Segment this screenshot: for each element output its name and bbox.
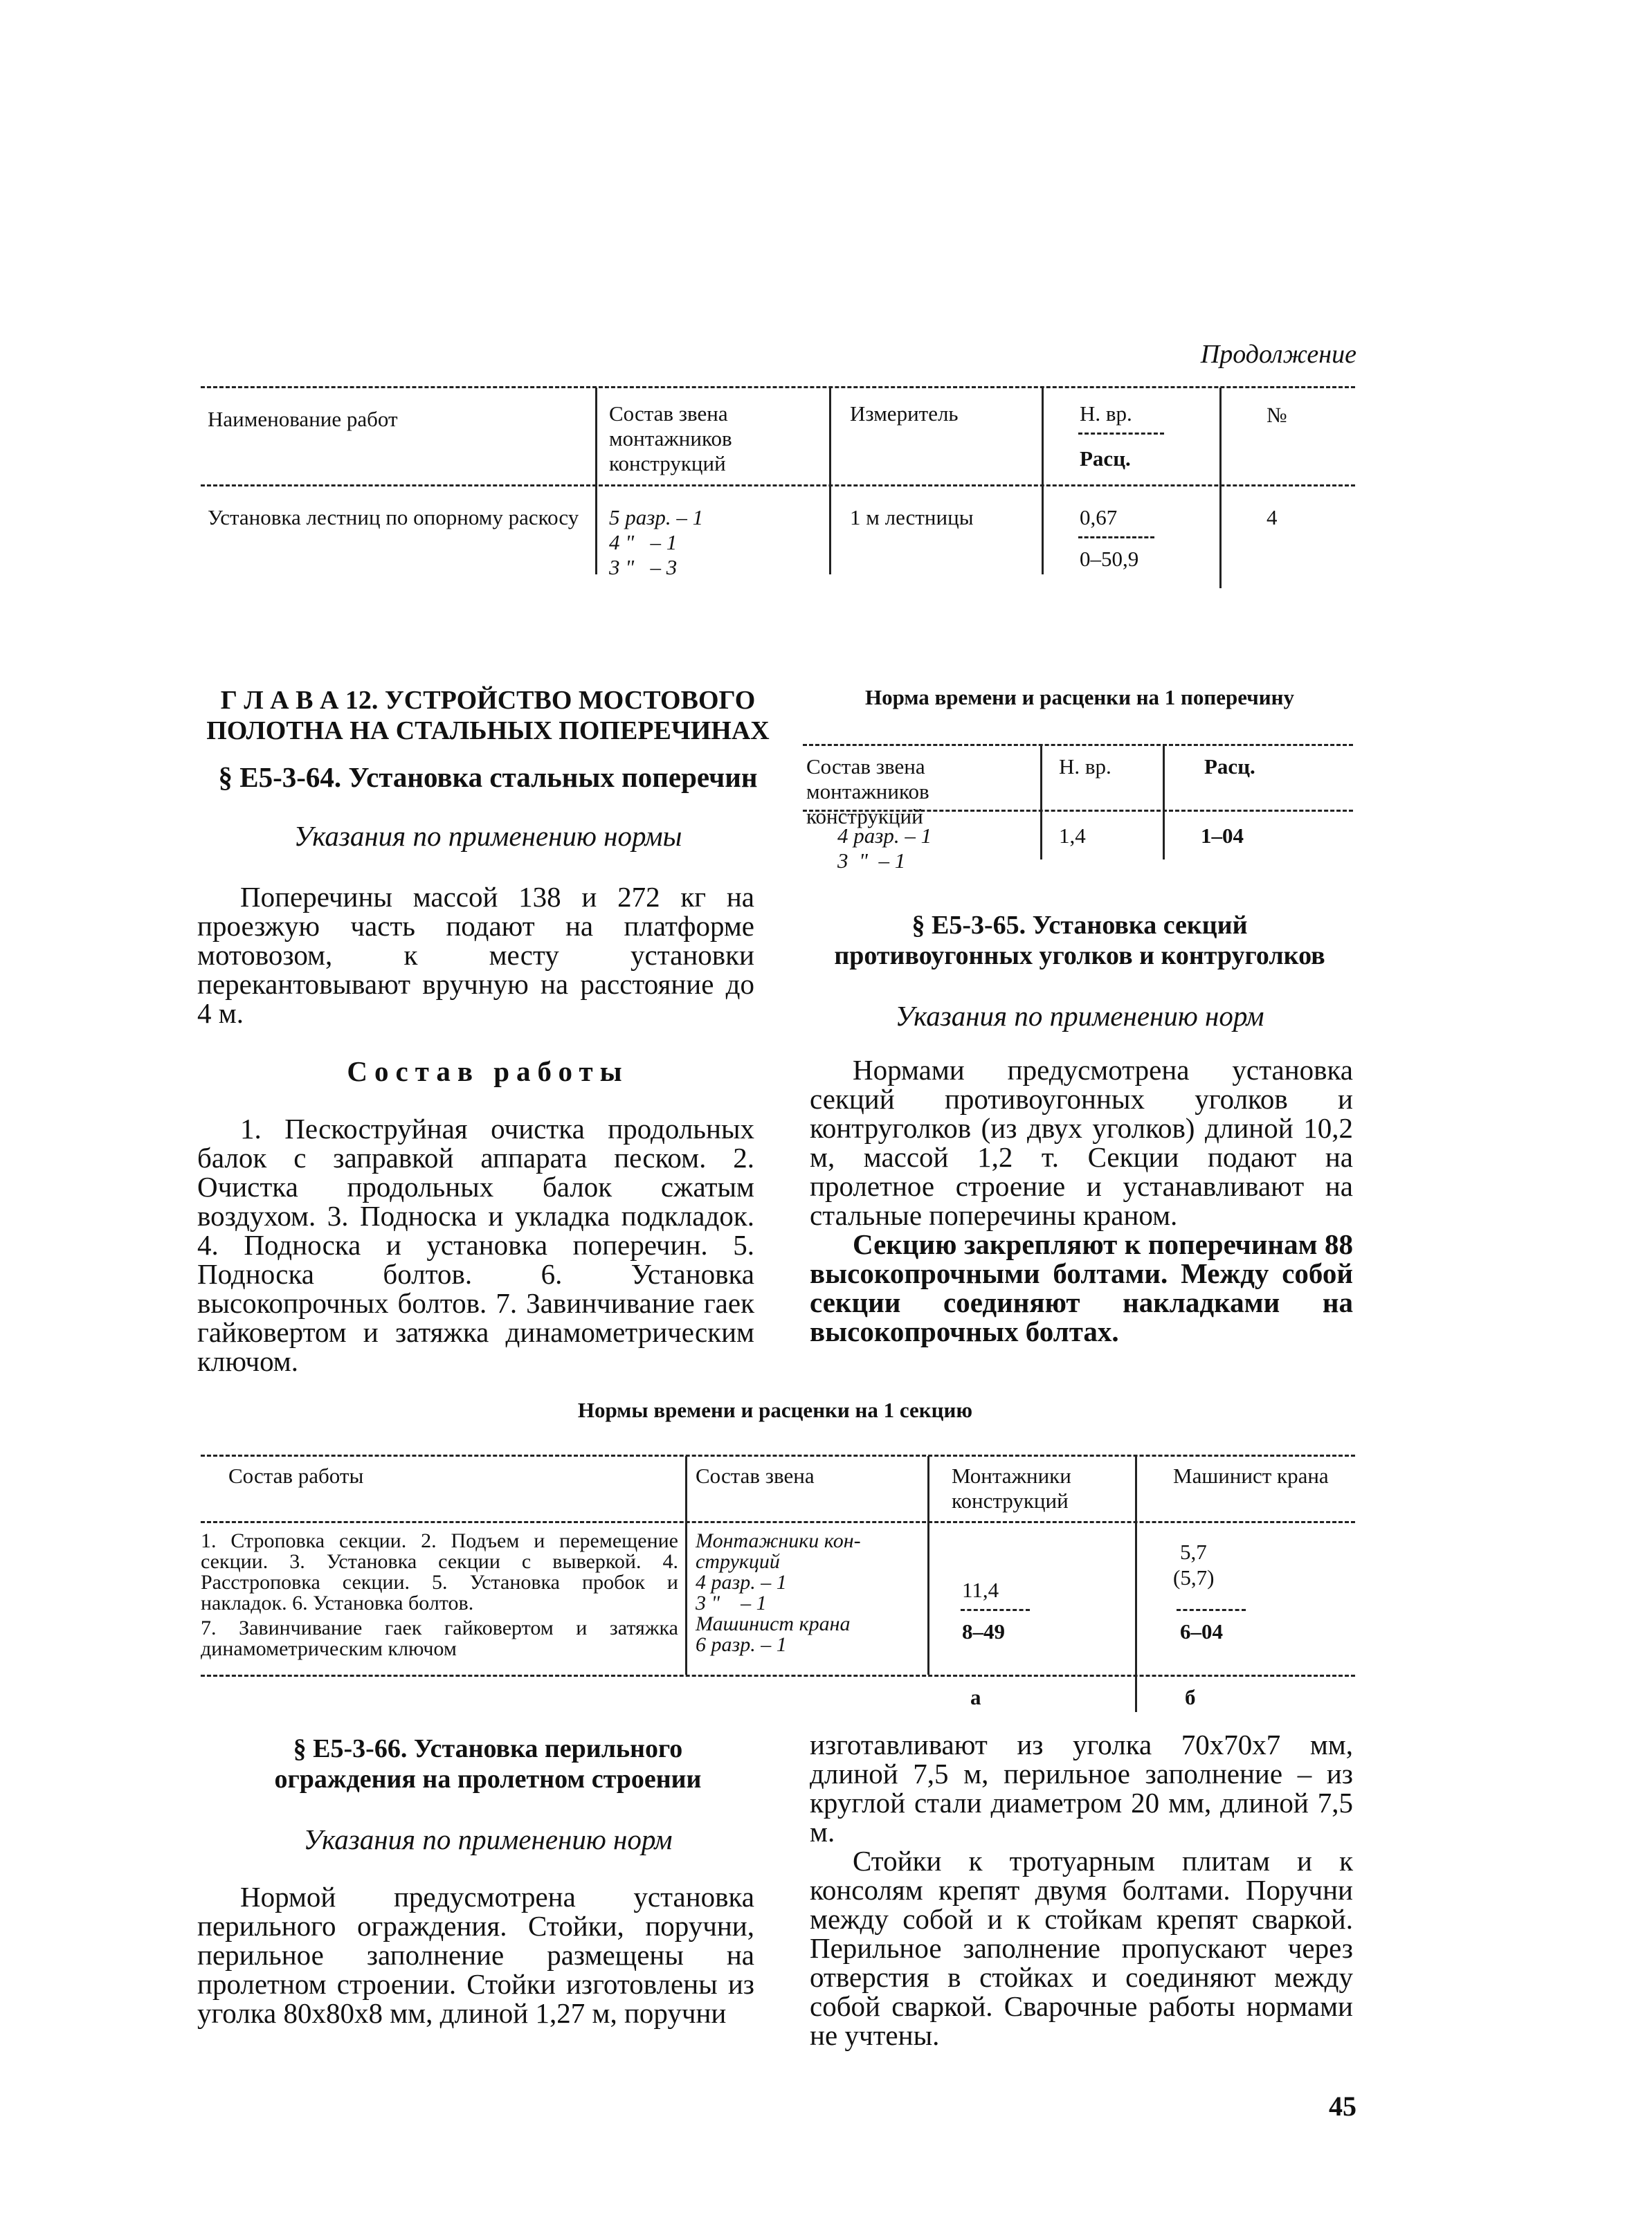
table-header-rule (201, 484, 1355, 486)
section-66-text-left: Нормой предусмотрена установка перильного ограждения. Стойки, поручни, перильное заполнение размещены на пролетном строении. Стойки изготовлены из уголка 80х80х8 мм, длиной 1,27 м, поручни (197, 1881, 754, 2029)
row-norm-time: 1,4 (1059, 824, 1086, 848)
header-crew: Состав звена монтажников конструкций (609, 401, 732, 475)
row-rate: 0–50,9 (1080, 547, 1139, 571)
header-crew: Состав звена монтажников конструкций (806, 754, 929, 828)
section-66-title (194, 1734, 782, 1794)
section-65-para2: Секцию закрепляют к поперечинам 88 высокопрочными болтами. Между собой секции соединяют накладками на высокопрочных болтах. (810, 1228, 1353, 1347)
table-top-rule (803, 744, 1353, 746)
section-65-para1: Нормами предусмотрена установка секций противоугонных уголков и контруголков (из двух уголков) длиной 10,2 м, массой 1,2 т. Секции подают на пролетное строение и устанавливают на стальные поперечины краном. (810, 1054, 1353, 1231)
crew-line: 4 разр. – 1 (696, 1571, 787, 1594)
row-norm-time: 0,67 (1080, 505, 1118, 529)
section-65-title-line1: § Е5-3-65. Установка секций (911, 911, 1248, 940)
crew-line: 3 " – 1 (837, 848, 906, 873)
installers-rate: 8–49 (962, 1619, 1005, 1644)
column-letter-a: а (970, 1685, 981, 1709)
table-header-rule (201, 1521, 1355, 1523)
header-crew: Состав звена (696, 1464, 815, 1488)
header-work-name: Наименование работ (208, 407, 398, 431)
fraction-rule (961, 1609, 1030, 1611)
col-divider (1042, 388, 1044, 574)
page-number: 45 (1329, 2091, 1356, 2122)
row-number: 4 (1267, 505, 1278, 529)
header-installers: Монтажники конструкций (952, 1464, 1071, 1513)
crane-time: 5,7 (1180, 1540, 1207, 1564)
col-divider (1163, 745, 1165, 859)
row-unit: 1 м лестницы (850, 505, 974, 529)
chapter-title-line1: Г Л А В А 12. УСТРОЙСТВО МОСТОВОГО (220, 686, 756, 715)
crew-line: Монтажники кон- (696, 1529, 861, 1552)
section-64-guidance-text: Поперечины массой 138 и 272 кг на проезжую часть подают на платформе мотовозом, к месту установки перекантовывают вручную на расстояние до 4 м. (197, 881, 754, 1029)
header-crane-operator: Машинист крана (1173, 1464, 1329, 1488)
row-work-text-part2: 7. Завинчивание гаек гайковертом и затяжка динамометрическим ключом (201, 1617, 678, 1660)
header-norm-time: Н. вр. (1080, 401, 1132, 426)
header-norm-time: Н. вр. (1059, 754, 1111, 779)
table-top-rule (201, 386, 1355, 388)
continuation-label: Продолжение (1200, 340, 1356, 369)
col-divider (595, 388, 597, 574)
col-divider (829, 388, 831, 574)
header-number: № (1267, 403, 1287, 427)
col-divider (1219, 388, 1222, 588)
crew-line: струкций (696, 1550, 780, 1573)
chapter-title (194, 685, 782, 746)
crew-line: 4 разр. – 1 (837, 824, 932, 848)
chapter-title-line2: ПОЛОТНА НА СТАЛЬНЫХ ПОПЕРЕЧИНАХ (206, 716, 770, 745)
section-66-title-line2: ограждения на пролетном строении (274, 1765, 702, 1794)
section-66-para-right1: изготавливают из уголка 70х70х7 мм, длиной 7,5 м, перильное заполнение – из круглой стали диаметром 20 мм, длиной 7,5 м. (810, 1729, 1353, 1848)
header-rate: Расц. (1204, 754, 1255, 779)
col-divider (1135, 1456, 1137, 1712)
table-bottom-rule (201, 1675, 1355, 1677)
row-crew (837, 824, 1038, 873)
column-letter-b: б (1185, 1685, 1196, 1709)
table-top-rule (201, 1455, 1355, 1457)
fraction-rule (1078, 433, 1164, 435)
section-64-guidance-heading: Указания по применению нормы (293, 820, 682, 852)
table2-caption: Норма времени и расценки на 1 поперечину (865, 685, 1294, 709)
crew-line: 3 " – 3 (609, 555, 678, 579)
row-crew (696, 1531, 924, 1655)
section-66-text-right (810, 1730, 1353, 2050)
crew-line: 4 " – 1 (609, 530, 678, 554)
row-crew (609, 505, 817, 580)
installers-time: 11,4 (962, 1578, 999, 1602)
row-rate: 1–04 (1201, 824, 1244, 848)
row-work-name: Установка лестниц по опорному раскосу (208, 505, 579, 529)
row-work-text-part1: 1. Строповка секции. 2. Подъем и перемещение секции. 3. Установка секции с выверкой. 4. Расстроповка секции. 5. Установка пробок и накладок. 6. Установка болтов. (201, 1529, 678, 1614)
header-rate: Расц. (1080, 446, 1131, 471)
section-66-para-right2: Стойки к тротуарным плитам и к консолям крепят двумя болтами. Поручни между собой и к стойкам крепят сваркой. Перильное заполнение пропускают через отверстия в стойках и соединяют между собой сваркой. Сварочные работы нормами не учтены. (810, 1845, 1353, 2051)
crew-line: 5 разр. – 1 (609, 505, 704, 529)
crew-line: 6 разр. – 1 (696, 1633, 787, 1656)
section-65-text (810, 1055, 1353, 1346)
section-66-guidance-heading: Указания по применению норм (303, 1823, 673, 1855)
section-65-guidance-heading: Указания по применению норм (895, 1000, 1264, 1032)
col-divider (685, 1456, 687, 1675)
header-unit: Измеритель (850, 401, 959, 426)
fraction-rule (1177, 1609, 1246, 1611)
row-work-text (201, 1531, 678, 1659)
crew-line: Машинист крана (696, 1612, 851, 1635)
col-divider (927, 1456, 929, 1675)
fraction-rule (1078, 536, 1154, 538)
section-66-title-line1: § Е5-3-66. Установка перильного (293, 1734, 683, 1763)
table3-caption: Нормы времени и расценки на 1 секцию (577, 1398, 973, 1422)
crane-rate: 6–04 (1180, 1619, 1223, 1644)
header-work: Состав работы (228, 1464, 364, 1488)
crane-time-paren: (5,7) (1173, 1565, 1215, 1590)
crew-line: 3 " – 1 (696, 1592, 767, 1614)
section-65-title-line2: противоугонных уголков и контруголков (834, 941, 1325, 970)
work-composition-text: 1. Пескоструйная очистка продольных балок с заправкой аппарата песком. 2. Очистка продольных балок сжатым воздухом. 3. Подноска и укладка подкладок. 4. Подноска и установка поперечин. 5. Подноска болтов. 6. Установка высокопрочных болтов. 7. Завинчивание гаек гайковертом и затяжка динамометрическим ключом. (197, 1113, 754, 1377)
section-64-title: § Е5-3-64. Установка стальных поперечин (218, 761, 758, 793)
work-composition-heading: Состав работы (347, 1055, 629, 1087)
section-65-title (803, 910, 1356, 971)
col-divider (1040, 745, 1042, 859)
